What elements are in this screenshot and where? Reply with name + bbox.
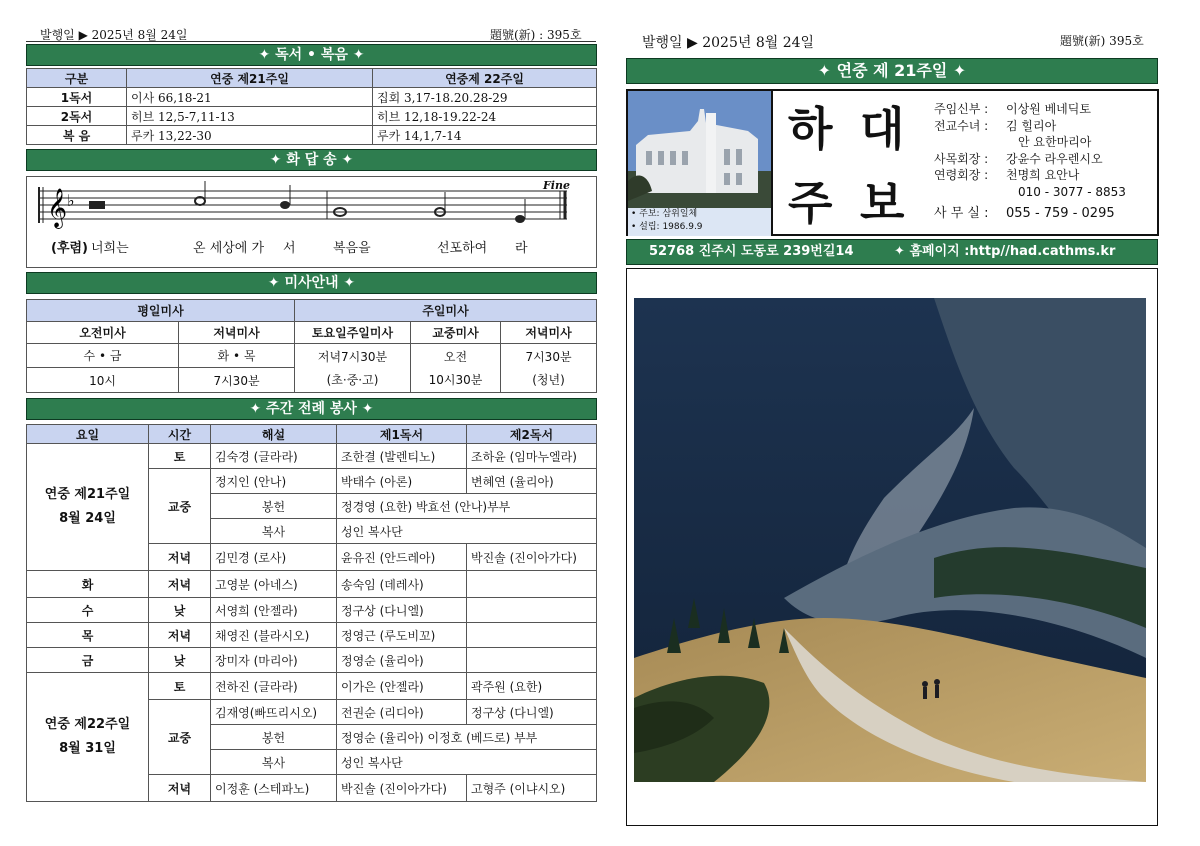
service-reading2	[467, 571, 597, 598]
left-issue-number: 題號(新) : 395호	[490, 28, 582, 42]
staff-role: 주임신부 :	[934, 102, 989, 116]
mass-subheader: 토요일주일미사	[295, 322, 411, 344]
weekday-time: 10시	[27, 368, 179, 393]
service-reading2: 곽주원 (요한)	[467, 673, 597, 700]
address-bar	[626, 239, 1158, 265]
masthead-char: 대	[860, 102, 905, 156]
service-header: 요일	[27, 425, 149, 444]
week1-label	[27, 444, 149, 571]
masthead-char: 보	[860, 176, 905, 230]
church-address: 52768 진주시 도동로 239번길14	[649, 244, 854, 259]
service-time: 토	[149, 444, 211, 469]
reading-kind: 1독서	[27, 88, 127, 107]
service-commentary: 김숙경 (글라라)	[211, 444, 337, 469]
psalm-lyric: 서	[283, 241, 296, 256]
reading-kind: 2독서	[27, 107, 127, 126]
reading-21: 이사 66,18-21	[127, 88, 373, 107]
service-time: 낮	[149, 648, 211, 673]
table-row	[27, 571, 597, 598]
service-time: 토	[149, 673, 211, 700]
service-role: 봉헌	[211, 725, 337, 750]
table-row	[27, 673, 597, 700]
weekday-mass-header: 평일미사	[27, 300, 295, 322]
service-commentary: 이정훈 (스테파노)	[211, 775, 337, 802]
mass-subheader: 교중미사	[411, 322, 501, 344]
masthead-char: 주	[788, 176, 833, 230]
treble-clef-icon: 𝄞	[47, 188, 68, 228]
service-time: 저녁	[149, 544, 211, 571]
service-time: 낮	[149, 598, 211, 623]
reading-kind: 복 음	[27, 126, 127, 145]
masthead-divider	[771, 91, 773, 236]
service-reading1: 송숙임 (데레사)	[337, 571, 467, 598]
psalm-refrain-label: (후렴)	[51, 241, 88, 256]
service-day: 금	[27, 648, 149, 673]
service-day: 수	[27, 598, 149, 623]
service-commentary: 전하진 (글라라)	[211, 673, 337, 700]
mass-subheader: 오전미사	[27, 322, 179, 344]
church-photo	[628, 91, 771, 208]
reading-22: 루카 14,1,7-14	[373, 126, 597, 145]
right-issue-number: 題號(新) 395호	[1060, 34, 1144, 48]
service-commentary: 김민경 (로사)	[211, 544, 337, 571]
reading-22: 히브 12,18-19.22-24	[373, 107, 597, 126]
week1-title: 연중 제21주일	[44, 487, 131, 502]
service-commentary: 장미자 (마리아)	[211, 648, 337, 673]
service-header: 해설	[211, 425, 337, 444]
service-time: 저녁	[149, 775, 211, 802]
service-reading2	[467, 623, 597, 648]
service-reading1: 박진솔 (진이아가다)	[337, 775, 467, 802]
reading-21: 히브 12,5-7,11-13	[127, 107, 373, 126]
staff-row	[934, 151, 1126, 168]
saturday-mass-note: (초·중·고)	[326, 373, 379, 387]
staff-role: 전교수녀 :	[934, 118, 989, 133]
service-commentary: 채영진 (블라시오)	[211, 623, 337, 648]
evening-mass-cell	[501, 344, 597, 393]
staff-row	[934, 134, 1126, 151]
psalm-lyric: 선포하여	[437, 241, 488, 256]
service-header: 시간	[149, 425, 211, 444]
service-role: 봉헌	[211, 494, 337, 519]
sunday-bar: ✦ 연중 제 21주일 ✦	[626, 58, 1158, 84]
right-issue-date: 발행일 ▶ 2025년 8월 24일	[642, 35, 815, 51]
mass-subheader: 저녁미사	[501, 322, 597, 344]
service-commentary: 김재영(빠뜨리시오)	[211, 700, 337, 725]
service-header: 제2독서	[467, 425, 597, 444]
readings-header-21: 연중 제21주일	[127, 69, 373, 88]
photo-caption	[628, 208, 771, 236]
staff-row	[934, 118, 1126, 135]
homepage-link[interactable]: ✦ 홈페이지 :http//had.cathms.kr	[894, 244, 1116, 259]
service-table	[26, 424, 597, 802]
weekday-days: 화 • 목	[179, 344, 295, 368]
staff-role: 연령회장 :	[934, 168, 989, 182]
service-reading1: 정영근 (루도비꼬)	[337, 623, 467, 648]
svg-text:♭: ♭	[67, 191, 75, 210]
mass-table	[26, 299, 597, 393]
service-reading2	[467, 648, 597, 673]
sunday-mass-header: 주일미사	[295, 300, 597, 322]
service-reading2: 고형주 (이냐시오)	[467, 775, 597, 802]
psalm-lyric: 라	[515, 241, 528, 256]
psalm-lyric: 복음을	[333, 241, 371, 256]
service-reading2: 변혜연 (율리아)	[467, 469, 597, 494]
table-row	[27, 598, 597, 623]
table-row	[27, 623, 597, 648]
masthead	[626, 89, 1159, 236]
staff-list	[934, 101, 1126, 223]
header-rule	[26, 41, 596, 42]
service-commentary: 서영희 (안젤라)	[211, 598, 337, 623]
evening-mass-time: 7시30분	[525, 350, 572, 364]
evening-mass-note: (청년)	[532, 373, 565, 387]
photo-caption-founded: • 설립: 1986.9.9	[631, 222, 703, 232]
table-row	[27, 648, 597, 673]
note-icon	[89, 201, 105, 209]
readings-header-type: 구분	[27, 69, 127, 88]
service-reading1: 윤유진 (안드레아)	[337, 544, 467, 571]
staff-name: 천명희 요안나	[1006, 168, 1080, 182]
table-row	[27, 126, 597, 145]
psalm-lyric: 너희는	[91, 241, 129, 256]
table-row	[27, 344, 597, 368]
staff-row	[934, 101, 1126, 118]
psalm-score	[26, 176, 597, 268]
masthead-char: 하	[788, 102, 833, 156]
staff-name: 이상원 베네딕토	[1006, 102, 1091, 116]
week2-title: 연중 제22주일	[44, 717, 131, 732]
service-day: 화	[27, 571, 149, 598]
service-time: 교중	[149, 700, 211, 775]
mass-title: ✦ 미사안내 ✦	[26, 272, 597, 294]
table-row	[27, 107, 597, 126]
week2-label	[27, 673, 149, 802]
saturday-mass-time: 저녁7시30분	[317, 350, 388, 364]
main-mass-time: 10시30분	[428, 373, 483, 387]
weekday-days: 수 • 금	[27, 344, 179, 368]
service-time: 저녁	[149, 623, 211, 648]
reading-22: 집회 3,17-18.20.28-29	[373, 88, 597, 107]
staff-name: 안 요한마리아	[1018, 135, 1092, 149]
service-reading2	[467, 598, 597, 623]
fine-mark: Fine	[543, 179, 570, 192]
staff-role: 사 무 실 :	[934, 206, 989, 221]
left-issue-date: 발행일 ▶ 2025년 8월 24일	[40, 28, 188, 42]
saturday-mass-cell	[295, 344, 411, 393]
service-reading1: 이가은 (안젤라)	[337, 673, 467, 700]
table-row	[27, 88, 597, 107]
week1-date: 8월 24일	[59, 511, 116, 526]
service-role: 복사	[211, 519, 337, 544]
main-mass-label: 오전	[443, 350, 468, 364]
psalm-title: ✦ 화 답 송 ✦	[26, 149, 597, 171]
weekday-time: 7시30분	[179, 368, 295, 393]
note-icon	[280, 201, 290, 209]
main-mass-cell	[411, 344, 501, 393]
service-commentary: 정지인 (안나)	[211, 469, 337, 494]
service-altar: 성인 복사단	[337, 519, 597, 544]
service-reading1: 박태수 (아론)	[337, 469, 467, 494]
service-time: 교중	[149, 469, 211, 544]
service-reading1: 조한결 (발렌티노)	[337, 444, 467, 469]
mass-subheader: 저녁미사	[179, 322, 295, 344]
service-header: 제1독서	[337, 425, 467, 444]
service-altar: 성인 복사단	[337, 750, 597, 775]
readings-title: ✦ 독서 • 복음 ✦	[26, 44, 597, 66]
staff-row	[934, 167, 1126, 184]
church-building-image	[628, 91, 771, 208]
psalm-lyric: 온 세상에 가	[193, 241, 265, 256]
mountain-trail-image	[634, 298, 1146, 782]
service-role: 복사	[211, 750, 337, 775]
service-day: 목	[27, 623, 149, 648]
office-phone: 055 - 759 - 0295	[1006, 206, 1115, 221]
staff-role: 사목회장 :	[934, 151, 989, 166]
service-reading1: 정구상 (다니엘)	[337, 598, 467, 623]
week2-date: 8월 31일	[59, 741, 116, 756]
readings-table	[26, 68, 597, 145]
staff-row	[934, 206, 1126, 223]
service-reading1: 전권순 (리디아)	[337, 700, 467, 725]
note-icon	[515, 215, 525, 223]
service-offering: 정경영 (요한) 박효선 (안나)부부	[337, 494, 597, 519]
service-offering: 정영순 (율리아) 이정호 (베드로) 부부	[337, 725, 597, 750]
staff-row	[934, 184, 1126, 201]
service-reading2: 정구상 (다니엘)	[467, 700, 597, 725]
reading-21: 루카 13,22-30	[127, 126, 373, 145]
staff-name: 강윤수 라우렌시오	[1006, 151, 1103, 166]
cover-frame	[626, 268, 1158, 826]
service-reading2: 조하윤 (임마누엘라)	[467, 444, 597, 469]
photo-caption-patron: • 주보: 삼위일체	[631, 209, 698, 219]
readings-header-22: 연중제 22주일	[373, 69, 597, 88]
service-time: 저녁	[149, 571, 211, 598]
service-title: ✦ 주간 전례 봉사 ✦	[26, 398, 597, 420]
service-reading2: 박진솔 (진이아가다)	[467, 544, 597, 571]
staff-phone: 010 - 3077 - 8853	[1018, 184, 1126, 199]
service-commentary: 고영분 (아네스)	[211, 571, 337, 598]
staff-name: 김 힐리아	[1006, 118, 1057, 133]
table-row	[27, 444, 597, 469]
service-reading1: 정영순 (율리아)	[337, 648, 467, 673]
